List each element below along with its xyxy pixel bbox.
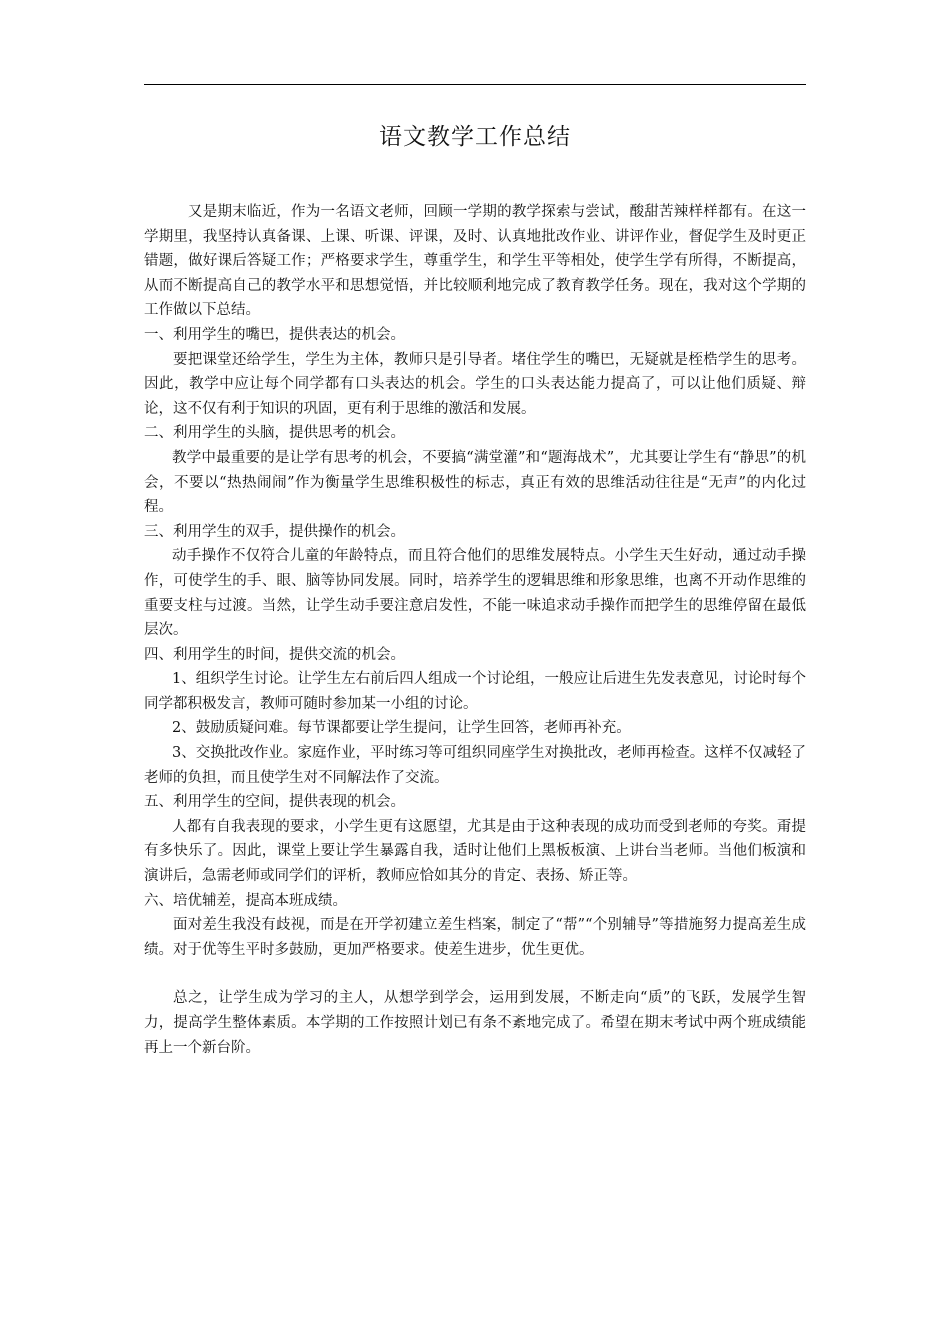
section-heading: 四、利用学生的时间，提供交流的机会。 — [144, 646, 405, 663]
list-item: 3、交换批改作业。家庭作业，平时练习等可组织同座学生对换批改，老师再检查。这样不仅减轻了老师的负担，而且使学生对不同解法作了交流。 — [144, 745, 806, 786]
conclusion-paragraph: 总之，让学生成为学习的主人，从想学到学会，运用到发展，不断走向“质”的飞跃，发展学生智力，提高学生整体素质。本学期的工作按照计划已有条不紊地完成了。希望在期末考试中两个班成绩能再上一个新台阶。 — [144, 990, 806, 1056]
list-item: 2、鼓励质疑问难。每节课都要让学生提问，让学生回答，老师再补充。 — [172, 720, 631, 737]
section-heading: 三、利用学生的双手，提供操作的机会。 — [144, 523, 405, 540]
list-item: 1、组织学生讨论。让学生左右前后四人组成一个讨论组，一般应让后进生先发表意见，讨论时每个同学都积极发言，教师可随时参加某一小组的讨论。 — [144, 671, 806, 712]
section-paragraph: 人都有自我表现的要求，小学生更有这愿望，尤其是由于这种表现的成功而受到老师的夸奖。甭提有多快乐了。因此，课堂上要让学生暴露自我，适时让他们上黑板板演、上讲台当老师。当他们板演和演讲后，急需老师或同学们的评析，教师应恰如其分的肯定、表扬、矫正等。 — [144, 818, 806, 885]
section-heading: 一、利用学生的嘴巴，提供表达的机会。 — [144, 326, 405, 343]
section-paragraph: 教学中最重要的是让学有思考的机会，不要搞“满堂灌”和“题海战术”，尤其要让学生有“静思”的机会，不要以“热热闹闹”作为衡量学生思维积极性的标志，真正有效的思维活动往往是“无声”的内化过程。 — [144, 449, 806, 516]
intro-paragraph: 又是期末临近，作为一名语文老师，回顾一学期的教学探索与尝试，酸甜苦辣样样都有。在这一学期里，我坚持认真备课、上课、听课、评课，及时、认真地批改作业、讲评作业，督促学生及时更正错题，做好课后答疑工作；严格要求学生，尊重学生，和学生平等相处，使学生学有所得，不断提高，从而不断提高自己的教学水平和思想觉悟，并比较顺利地完成了教育教学任务。现在，我对这个学期的工作做以下总结。 — [144, 204, 806, 319]
section-heading: 六、培优辅差，提高本班成绩。 — [144, 892, 347, 909]
document-body — [144, 200, 806, 1060]
section-paragraph: 动手操作不仅符合儿童的年龄特点，而且符合他们的思维发展特点。小学生天生好动，通过动手操作，可使学生的手、眼、脑等协同发展。同时，培养学生的逻辑思维和形象思维，也离不开动作思维的重要支柱与过渡。当然，让学生动手要注意启发性，不能一味追求动手操作而把学生的思维停留在最低层次。 — [144, 548, 806, 639]
section-paragraph: 要把课堂还给学生，学生为主体，教师只是引导者。堵住学生的嘴巴，无疑就是桎梏学生的思考。因此，教学中应让每个同学都有口头表达的机会。学生的口头表达能力提高了，可以让他们质疑、辩论，这不仅有利于知识的巩固，更有利于思维的激活和发展。 — [144, 351, 806, 417]
section-paragraph: 面对差生我没有歧视，而是在开学初建立差生档案，制定了“帮”“个别辅导”等措施努力提高差生成绩。对于优等生平时多鼓励，更加严格要求。使差生进步，优生更优。 — [144, 917, 806, 958]
paragraph-spacer — [144, 962, 806, 986]
section-heading: 二、利用学生的头脑，提供思考的机会。 — [144, 425, 405, 442]
document-title: 语文教学工作总结 — [379, 124, 571, 150]
header-rule — [144, 84, 806, 85]
section-heading: 五、利用学生的空间，提供表现的机会。 — [144, 794, 405, 811]
